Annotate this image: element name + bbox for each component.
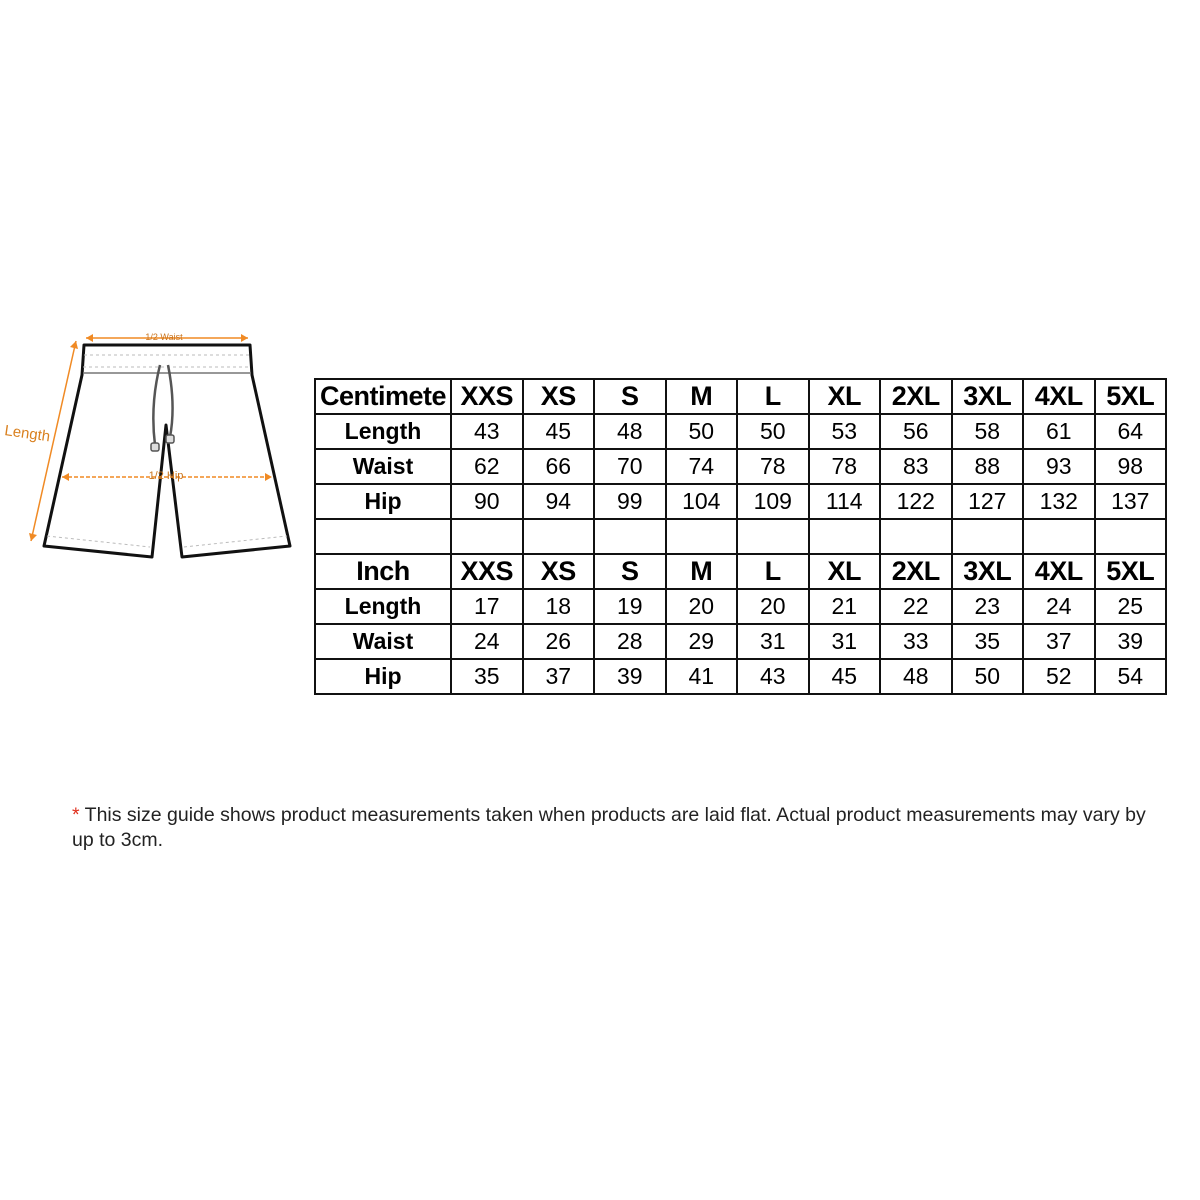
size-header-cell: 5XL: [1095, 379, 1167, 414]
measurement-value-cell: 45: [809, 659, 881, 694]
measurement-value-cell: 109: [737, 484, 809, 519]
unit-label: Inch: [315, 554, 451, 589]
measurement-value-cell: 48: [880, 659, 952, 694]
measurement-row: [315, 449, 1166, 484]
measurement-value-cell: 50: [952, 659, 1024, 694]
size-header-cell: L: [737, 554, 809, 589]
measurement-row: [315, 414, 1166, 449]
measurement-label: Waist: [315, 624, 451, 659]
measurement-value-cell: 53: [809, 414, 881, 449]
empty-cell: [880, 519, 952, 554]
measurement-label: Hip: [315, 659, 451, 694]
empty-cell: [809, 519, 881, 554]
size-header-cell: XL: [809, 379, 881, 414]
measurement-label: Waist: [315, 449, 451, 484]
measurement-value-cell: 35: [451, 659, 523, 694]
measurement-value-cell: 31: [737, 624, 809, 659]
measurement-value-cell: 43: [737, 659, 809, 694]
size-header-cell: XXS: [451, 379, 523, 414]
shorts-outline-illustration: [0, 325, 300, 565]
measurement-label: Hip: [315, 484, 451, 519]
measurement-value-cell: 127: [952, 484, 1024, 519]
measurement-value-cell: 31: [809, 624, 881, 659]
measurement-value-cell: 137: [1095, 484, 1167, 519]
measurement-value-cell: 94: [523, 484, 595, 519]
measurement-value-cell: 24: [451, 624, 523, 659]
empty-cell: [1023, 519, 1095, 554]
measurement-value-cell: 39: [594, 659, 666, 694]
size-header-cell: 5XL: [1095, 554, 1167, 589]
measurement-value-cell: 22: [880, 589, 952, 624]
hip-measure-label: 1/2 Hip: [148, 470, 184, 482]
unit-label: Centimete: [315, 379, 451, 414]
measurement-value-cell: 88: [952, 449, 1024, 484]
measurement-value-cell: 17: [451, 589, 523, 624]
size-header-cell: 2XL: [880, 379, 952, 414]
measurement-value-cell: 98: [1095, 449, 1167, 484]
measurement-value-cell: 104: [666, 484, 738, 519]
measurement-value-cell: 132: [1023, 484, 1095, 519]
empty-cell: [451, 519, 523, 554]
measurement-value-cell: 35: [952, 624, 1024, 659]
measurement-value-cell: 26: [523, 624, 595, 659]
measurement-value-cell: 21: [809, 589, 881, 624]
empty-cell: [737, 519, 809, 554]
measurement-value-cell: 41: [666, 659, 738, 694]
measurement-value-cell: 20: [737, 589, 809, 624]
measurement-value-cell: 37: [1023, 624, 1095, 659]
measurement-label: Length: [315, 589, 451, 624]
measurement-value-cell: 48: [594, 414, 666, 449]
size-header-cell: 2XL: [880, 554, 952, 589]
shorts-measurement-diagram: [0, 325, 300, 565]
length-measure-label: Length: [3, 422, 52, 446]
measurement-value-cell: 58: [952, 414, 1024, 449]
size-header-cell: 3XL: [952, 554, 1024, 589]
measurement-row: [315, 659, 1166, 694]
measurement-value-cell: 29: [666, 624, 738, 659]
size-chart-table: [314, 378, 1167, 695]
measurement-value-cell: 83: [880, 449, 952, 484]
size-header-cell: S: [594, 379, 666, 414]
size-header-cell: XS: [523, 379, 595, 414]
measurement-value-cell: 54: [1095, 659, 1167, 694]
measurement-row: [315, 624, 1166, 659]
measurement-value-cell: 122: [880, 484, 952, 519]
measurement-value-cell: 114: [809, 484, 881, 519]
measurement-value-cell: 20: [666, 589, 738, 624]
size-header-cell: 3XL: [952, 379, 1024, 414]
measurement-row: [315, 589, 1166, 624]
empty-cell: [594, 519, 666, 554]
measurement-value-cell: 24: [1023, 589, 1095, 624]
measurement-value-cell: 18: [523, 589, 595, 624]
measurement-value-cell: 43: [451, 414, 523, 449]
measurement-value-cell: 28: [594, 624, 666, 659]
note-asterisk: *: [72, 804, 80, 826]
measurement-value-cell: 19: [594, 589, 666, 624]
measurement-value-cell: 70: [594, 449, 666, 484]
measurement-value-cell: 78: [809, 449, 881, 484]
measurement-value-cell: 99: [594, 484, 666, 519]
measurement-value-cell: 64: [1095, 414, 1167, 449]
empty-cell: [952, 519, 1024, 554]
measurement-value-cell: 23: [952, 589, 1024, 624]
measurement-value-cell: 52: [1023, 659, 1095, 694]
measurement-value-cell: 90: [451, 484, 523, 519]
size-header-cell: XS: [523, 554, 595, 589]
empty-cell: [1095, 519, 1167, 554]
measurement-value-cell: 37: [523, 659, 595, 694]
size-header-cell: M: [666, 379, 738, 414]
measurement-value-cell: 33: [880, 624, 952, 659]
size-header-cell: XL: [809, 554, 881, 589]
measurement-value-cell: 50: [737, 414, 809, 449]
measurement-value-cell: 61: [1023, 414, 1095, 449]
size-header-cell: 4XL: [1023, 554, 1095, 589]
measurement-value-cell: 74: [666, 449, 738, 484]
size-chart-body: [315, 379, 1166, 694]
waist-measure-label: 1/2 Waist: [145, 332, 183, 342]
separator-row: [315, 519, 1166, 554]
measurement-label: Length: [315, 414, 451, 449]
measurement-value-cell: 62: [451, 449, 523, 484]
empty-cell: [315, 519, 451, 554]
size-header-row: [315, 554, 1166, 589]
measurement-value-cell: 50: [666, 414, 738, 449]
size-header-cell: XXS: [451, 554, 523, 589]
size-header-cell: L: [737, 379, 809, 414]
size-header-cell: M: [666, 554, 738, 589]
size-header-row: [315, 379, 1166, 414]
measurement-row: [315, 484, 1166, 519]
measurement-value-cell: 93: [1023, 449, 1095, 484]
measurement-value-cell: 39: [1095, 624, 1167, 659]
measurement-value-cell: 56: [880, 414, 952, 449]
measurement-value-cell: 25: [1095, 589, 1167, 624]
note-text: This size guide shows product measurements taken when products are laid flat. Actual product measurements may vary by up to 3cm.: [72, 804, 1146, 851]
size-header-cell: 4XL: [1023, 379, 1095, 414]
empty-cell: [523, 519, 595, 554]
measurement-value-cell: 45: [523, 414, 595, 449]
size-header-cell: S: [594, 554, 666, 589]
measurement-value-cell: 66: [523, 449, 595, 484]
empty-cell: [666, 519, 738, 554]
size-guide-note: [72, 803, 1162, 853]
measurement-value-cell: 78: [737, 449, 809, 484]
